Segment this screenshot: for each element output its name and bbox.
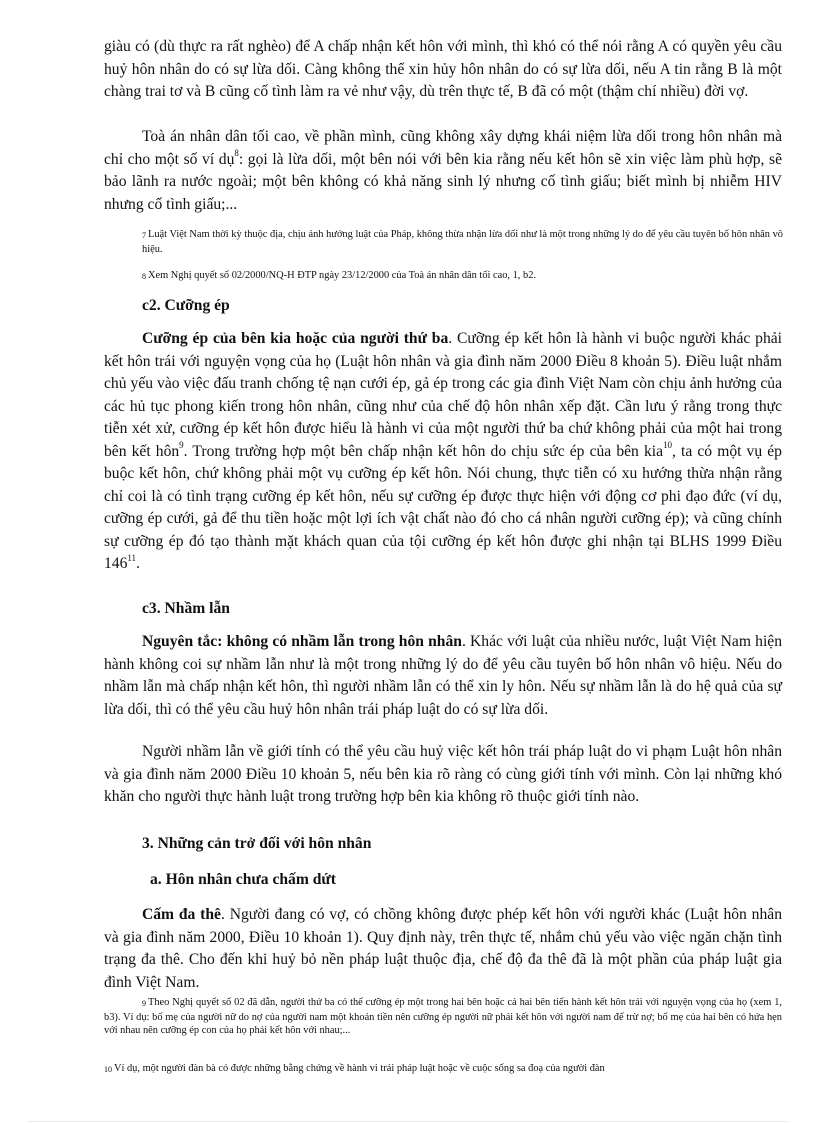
footnote-ref-8[interactable]: 8 bbox=[234, 148, 239, 159]
section-heading-3: 3. Những cản trở đối với hôn nhân bbox=[142, 835, 372, 852]
footnote-ref-11[interactable]: 11 bbox=[127, 552, 137, 563]
section-heading-a: a. Hôn nhân chưa chấm dứt bbox=[150, 871, 336, 888]
paragraph-coercion: Cưỡng ép của bên kia hoặc của người thứ ba. Cưỡng ép kết hôn là hành vi buộc người khác phải kết hôn trái với nguyện vọng của họ (Luật hôn nhân và gia đình năm 2000 Điều 8 khoản 5). Điều luật nhắm chủ yếu vào việc đấu tranh chống tệ nạn cưới ép, gả ép trong các gia đình Việt Nam còn chịu ảnh hưởng của các hủ tục phong kiến trong hôn nhân, cũng như của chế độ hôn nhân xếp đặt. Cần lưu ý rằng trong thực tiễn xét xử, cưỡng ép kết hôn được hiểu là hành vi của một người thứ ba chứ không phải của một hai trong bên kết hôn$^9$. Trong trường hợp một bên chấp nhận kết hôn do chịu sức ép của bên kia$^{10}$, ta có một vụ ép buộc kết hôn, chứ không phải một vụ cưỡng ép kết hôn. Nói chung, thực tiễn có xu hướng thừa nhận rằng chỉ coi là có tình trạng cưỡng ép kết hôn, nếu sự cưỡng ép được thực hiện với động cơ phi đạo đức (ví dụ, cưỡng ép cưới, gả để thu tiền hoặc một lợi ích vật chất nào đó cho cá nhân người cưỡng ép); và cũng chính sự cưỡng ép đó tạo thành mặt khách quan của tội cưỡng ép kết hôn được ghi nhận tại BLHS 1999 Điều $146^{11}$. bbox=[104, 330, 782, 572]
footnote-number: 7 bbox=[142, 231, 146, 240]
page-bottom-divider bbox=[28, 1121, 788, 1122]
footnote-number: 10 bbox=[104, 1065, 112, 1074]
paragraph-fraud-example: giàu có (dù thực ra rất nghèo) để A chấp nhận kết hôn với mình, thì khó có thể nói rằng A có quyền yêu cầu huỷ hôn nhân do có sự lừa dối. Càng không thể xin hủy hôn nhân do có sự lừa dối, nếu A tin rằng B là một chàng trai tơ và B cũng cố tình làm ra vẻ như vậy, dù trên thực tế, B đã có một (thậm chí nhiều) đời vợ. bbox=[104, 38, 782, 100]
footnote-number: 8 bbox=[142, 272, 146, 281]
footnote-10: 10 Ví dụ, một người đàn bà có được những bằng chứng về hành vi trái pháp luật hoặc về cuộc sống sa đoạ của người đàn bbox=[104, 1063, 605, 1074]
footnote-9: 9 Theo Nghị quyết số 02 đã dẫn, người thứ ba có thể cưỡng ép một trong hai bên hoặc cả hai bên tiến hành kết hôn trái với nguyện vọng của họ (xem 1, b3). Ví dụ: bố mẹ của người nữ do nợ của người nam một khoản tiền nên cưỡng ép người nữ phải kết hôn với người nam để trừ nợ; bố mẹ của hai bên có hứa hẹn với nhau nên cưỡng ép con của họ phải kết hôn với nhau;... bbox=[104, 997, 782, 1037]
footnote-number: 9 bbox=[142, 999, 146, 1008]
paragraph-mistake: Nguyên tắc: không có nhầm lẫn trong hôn nhân. Khác với luật của nhiều nước, luật Việt Nam hiện hành không coi sự nhầm lẫn như là một trong những lý do để yêu cầu tuyên bố hôn nhân vô hiệu. Nếu do nhầm lẫn mà chấp nhận kết hôn, thì người nhầm lẫn có thể xin ly hôn. Nếu sự nhầm lẫn là do hệ quả của sự lừa dối, thì có thể yêu cầu huỷ hôn nhân trái pháp luật do có sự lừa dối. bbox=[104, 633, 783, 718]
section-heading-c2: c2. Cưỡng ép bbox=[142, 297, 230, 314]
paragraph-polygamy: Cấm đa thê. Người đang có vợ, có chồng không được phép kết hôn với người khác (Luật hôn nhân và gia đình năm 2000, Điều 10 khoản 1). Quy định này, trên thực tế, nhắm chủ yếu vào việc ngăn chặn tình trạng đa thê. Cho đến khi huỷ bỏ nền pháp luật thuộc địa, chế độ đa thê đã là một phần của pháp luật gia đình Việt Nam. bbox=[104, 906, 782, 991]
section-heading-c3: c3. Nhầm lẫn bbox=[142, 600, 230, 617]
footnote-7: 7 Luật Việt Nam thời kỳ thuộc địa, chịu ảnh hưởng luật của Pháp, không thừa nhận lừa dối như là một trong những lý do để yêu cầu tuyên bố hôn nhân vô hiệu. bbox=[142, 229, 783, 255]
footnote-ref-10[interactable]: 10 bbox=[663, 440, 672, 451]
paragraph-gender-mistake: Người nhầm lẫn về giới tính có thể yêu cầu huỷ việc kết hôn trái pháp luật do vi phạm Luật hôn nhân và gia đình năm 2000 Điều 10 khoản 5, nếu bên kia rõ ràng có cùng giới tính với mình. Còn lại những khó khăn cho người thực hành luật trong trường hợp bên kia không rõ thuộc giới tính nào. bbox=[104, 743, 782, 805]
footnote-8: 8 Xem Nghị quyết số 02/2000/NQ-H ĐTP ngày 23/12/2000 của Toà án nhân dân tối cao, 1, b2. bbox=[142, 270, 536, 281]
footnote-ref-9[interactable]: 9 bbox=[179, 440, 184, 451]
paragraph-supreme-court: Toà án nhân dân tối cao, về phần mình, cũng không xây dựng khái niệm lừa dối trong hôn nhân mà chỉ cho một số ví dụ$^8$: gọi là lừa dối, một bên nói với bên kia rằng nếu kết hôn sẽ xin việc làm phù hợp, sẽ bảo lãnh ra nước ngoài; một bên không có khả năng sinh lý nhưng cố tình giấu; biết mình bị nhiễm HIV nhưng cố tình giấu;... bbox=[104, 128, 783, 213]
